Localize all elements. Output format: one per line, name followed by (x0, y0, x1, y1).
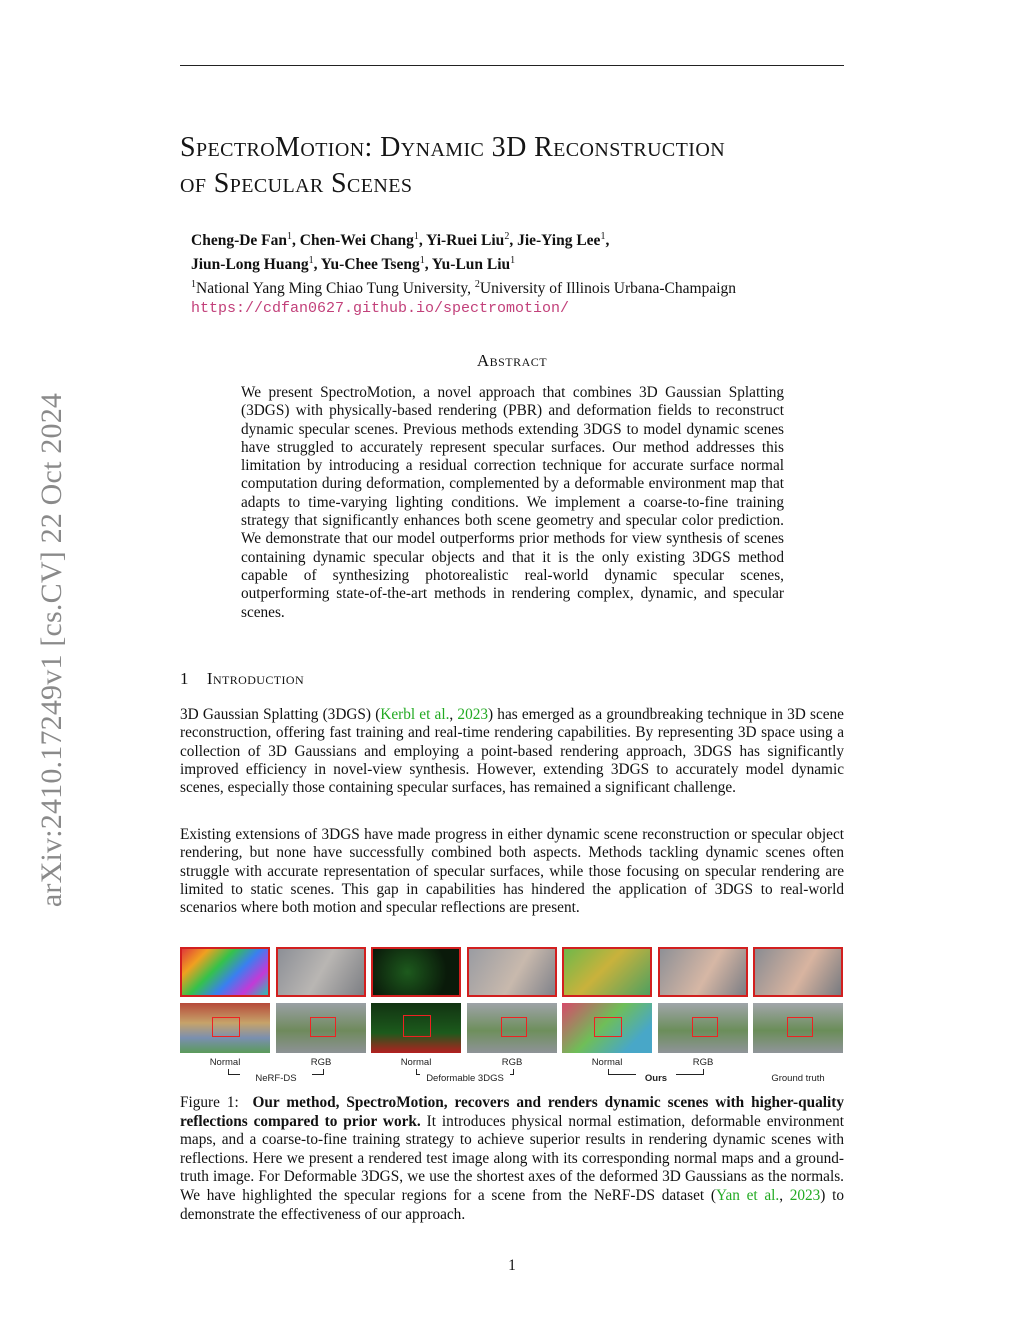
author-affil-sup: 1 (413, 231, 419, 242)
caption-label: Figure 1: (180, 1094, 239, 1111)
group-label: Deformable 3DGS (420, 1073, 510, 1084)
header-rule (180, 65, 844, 66)
deformable-normal-full (371, 1003, 461, 1053)
intro-paragraph-2: Existing extensions of 3DGS have made progress in either dynamic scene reconstruction or specular object rendering, but none have successfully combined both aspects. Methods tackling dynamic scenes often struggle with accurate representation of specular surfaces, while those focusing on specular rendering are limited to static scenes. This gap in capabilities has hindered the application of 3DGS to real-world scenarios where both motion and specular reflections are present. (180, 826, 844, 917)
author-affil-sup: 1 (510, 255, 516, 267)
author-name: Jie-Ying Lee (517, 232, 601, 250)
ground-truth-crop (753, 947, 843, 997)
author-name: Jiun-Long Huang (191, 256, 309, 274)
group-label: Ours (636, 1073, 676, 1084)
citation-link[interactable]: Yan et al. (715, 1186, 780, 1204)
deformable-normal-crop (371, 947, 461, 997)
author-affil-sup: 1 (287, 231, 293, 242)
group-label: NeRF-DS (240, 1073, 312, 1084)
abstract-text: We present SpectroMotion, a novel approach that combines 3D Gaussian Splatting (3DGS) with physically-based rendering (PBR) and deformation fields to reconstruct dynamic specular scenes. Previous methods extending 3DGS to model dynamic scenes have struggled to accurately represent specular surfaces. Our method addresses this limitation by introducing a residual correction technique for accurate surface normal computation during deformation, complemented by a deformable environment map that adapts to time-varying lighting conditions. We implement a coarse-to-fine training strategy that significantly enhances both scene geometry and specular color prediction. We demonstrate that our model outperforms prior methods for view synthesis of scenes containing dynamic specular objects and that it is the only existing 3DGS method capable of synthesizing photorealistic real-world dynamic specular scenes, outperforming state-of-the-art methods in rendering complex, dynamic, and specular scenes. (241, 384, 784, 621)
ours-rgb-full (658, 1003, 748, 1053)
column-label: RGB (692, 1057, 714, 1068)
section-heading-introduction (180, 669, 322, 689)
author-affil-sup: 1 (600, 231, 606, 242)
author-affil-sup: 1 (308, 255, 314, 267)
intro-paragraph-1: 3D Gaussian Splatting (3DGS) (Kerbl et al., 2023) has emerged as a groundbreaking technique in 3D scene reconstruction, offering fast training and real-time rendering capabilities. By representing 3D space using a collection of 3D Gaussians and employing a point-based rendering approach, 3DGS has significantly improved efficiency in novel-view synthesis. However, extending 3DGS to accurately model dynamic scenes, especially those containing specular surfaces, has remained a significant challenge. (180, 706, 844, 797)
title-line-1: SpectroMotion: Dynamic 3D Reconstruction (180, 132, 726, 163)
section-number: 1 (180, 669, 189, 688)
figure-1-caption: Figure 1: Our method, SpectroMotion, recovers and renders dynamic scenes with higher-quality reflections compared to prior work. It introduces physical normal estimation, deformable environment maps, and a coarse-to-fine training strategy to achieve superior results in rendering dynamic scenes with reflections. Here we present a rendered test image along with its corresponding normal maps and a ground-truth image. For Deformable 3DGS, we use the shortest axes of the deformed 3D Gaussians as the normals. We have highlighted the specular regions for a scene from the NeRF-DS dataset (Yan et al., 2023) to demonstrate the effectiveness of our approach. (180, 1094, 845, 1223)
affil-sup: 2 (474, 279, 480, 291)
deformable-rgb-full (467, 1003, 557, 1053)
nerfds-normal-crop (180, 947, 270, 997)
ours-normal-full (562, 1003, 652, 1053)
author-name: Chen-Wei Chang (299, 232, 414, 250)
group-label: Ground truth (771, 1073, 825, 1084)
citation-year-link[interactable]: 2023 (457, 706, 489, 723)
author-line-2: Jiun-Long Huang$^1$, Yu-Chee Tseng$^1$, Yu-Lun Liu$^1$ (191, 255, 516, 274)
column-label: RGB (501, 1057, 523, 1068)
deformable-rgb-crop (467, 947, 557, 997)
author-affil-sup: 1 (419, 255, 425, 267)
project-url-link[interactable]: https://cdfan0627.github.io/spectromotion/ (191, 300, 570, 318)
abstract-heading: Abstract (476, 351, 548, 370)
ours-rgb-crop (658, 947, 748, 997)
author-affil-sup: 2 (504, 231, 510, 242)
paper-title (180, 130, 850, 202)
column-label: Normal (400, 1057, 432, 1068)
author-name: Cheng-De Fan (191, 232, 288, 250)
figure-1 (180, 947, 844, 1087)
citation-link[interactable]: Kerbl et al. (380, 706, 450, 723)
author-name: Yu-Lun Liu (431, 256, 511, 274)
affiliation-2: University of Illinois Urbana-Champaign (479, 280, 737, 298)
column-label: Normal (591, 1057, 623, 1068)
caption-bold: Our method, SpectroMotion, recovers and renders dynamic scenes with higher-quality reflections compared to prior work. (180, 1094, 844, 1130)
author-block (191, 227, 841, 319)
ours-normal-crop (562, 947, 652, 997)
title-line-2: of Specular Scenes (180, 168, 413, 199)
section-title: Introduction (206, 669, 305, 688)
column-label: RGB (310, 1057, 332, 1068)
ground-truth-full (753, 1003, 843, 1053)
author-line-1: Cheng-De Fan$^1$, Chen-Wei Chang$^1$, Yi-Ruei Liu$^2$, Jie-Ying Lee$^1$, (191, 231, 610, 250)
page-number: 1 (508, 1257, 516, 1274)
affiliation-1: National Yang Ming Chiao Tung University, (196, 280, 475, 298)
affil-sup: 1 (191, 279, 196, 291)
column-label: Normal (209, 1057, 241, 1068)
author-name: Yu-Chee Tseng (320, 256, 420, 274)
nerfds-normal-full (180, 1003, 270, 1053)
author-name: Yi-Ruei Liu (426, 232, 505, 250)
citation-year-link[interactable]: 2023 (789, 1186, 821, 1204)
nerfds-rgb-crop (276, 947, 366, 997)
arxiv-sidebar-stamp: arXiv:2410.17249v1 [cs.CV] 22 Oct 2024 (35, 392, 68, 908)
affiliations (191, 275, 841, 299)
nerfds-rgb-full (276, 1003, 366, 1053)
